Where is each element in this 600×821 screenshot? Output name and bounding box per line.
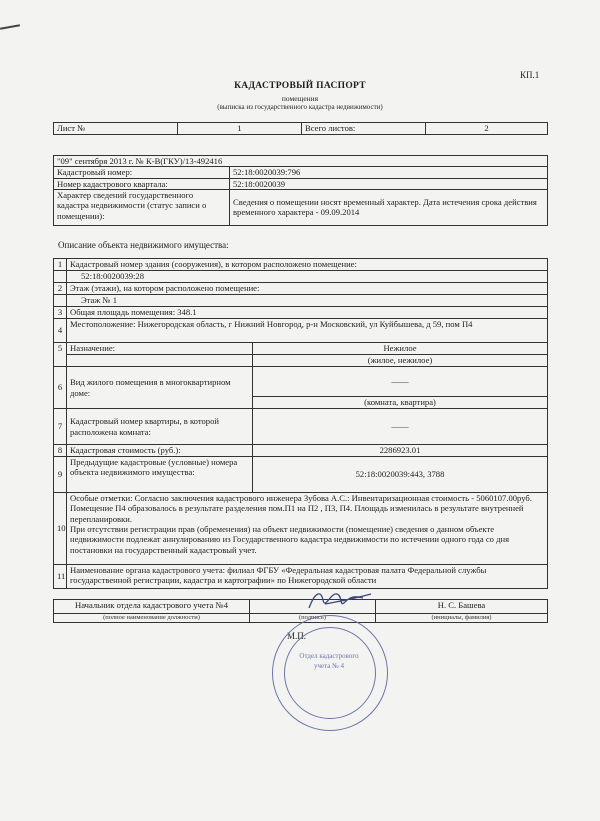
previous-numbers-value: 52:18:0020039:443, 3788 [253,457,548,493]
position-caption: (полное наименование должности) [54,614,250,623]
record-status: Сведения о помещении носят временный характер. Дата истечения срока действия временного характера - 09.09.2014 [230,189,548,225]
row-number: 10 [54,493,67,565]
special-notes [67,493,548,565]
purpose-label: Назначение: [67,343,253,355]
signature-caption: (подпись) [250,614,376,623]
mp-label: М.П. [287,631,307,641]
cadastral-number: 52:18:0020039:796 [230,167,548,178]
info-label: Кадастровый номер: [54,167,230,178]
row-number: 2 [54,283,67,295]
description-title: Описание объекта недвижимого имущества: [58,240,229,250]
handwritten-signature [305,586,375,616]
special-notes-p2: При отсутствии регистрации прав (обременения) на объект недвижимости (помещение) сведения о данном объекте недвижимости подлежат аннулированию из Государственного кадастра недвижимости по истечении одного года со дня постановки на государственный кадастровый учет. [70,523,510,555]
corner-mark: КП.1 [520,70,540,80]
row-number: 9 [54,457,67,493]
row-number: 11 [54,565,67,589]
sheet-total: 2 [426,123,548,135]
row-number: 1 [54,259,67,271]
quarter-number: 52:18:0020039 [230,178,548,189]
apartment-number-value: —— [253,409,548,445]
apartment-number-label: Кадастровый номер квартиры, в которой расположена комната: [67,409,253,445]
info-label: Номер кадастрового квартала: [54,178,230,189]
info-label: Характер сведений государственного кадастра недвижимости (статус записи о помещении): [54,189,230,225]
purpose-value: Нежилое [253,343,548,355]
registry-authority: Наименование органа кадастрового учета: филиал ФГБУ «Федеральная кадастровая палата Федеральной службы государственной регистрации, кадастра и картографии» по Нижегородской области [67,565,548,589]
date-reference: "09" сентября 2013 г. № К-В(ГКУ)/13-492416 [54,156,548,167]
residential-type-value: —— [253,367,548,397]
row-number: 7 [54,409,67,445]
location: Местоположение: Нижегородская область, г Нижний Новгород, р-н Московский, ул Куйбышева, д 59, пом П4 [67,319,548,343]
cadastral-value: 2286923.01 [253,445,548,457]
stamp-text: Отдел кадастрового учета № 4 [299,652,359,670]
document-title: КАДАСТРОВЫЙ ПАСПОРТ [234,81,366,91]
document-note: (выписка из государственного кадастра недвижимости) [217,103,383,111]
previous-numbers-label: Предыдущие кадастровые (условные) номера объекта недвижимого имущества: [67,457,253,493]
sheet-label: Лист № [54,123,178,135]
signer-name: Н. С. Башева [376,600,548,614]
row-number: 6 [54,367,67,409]
cadastral-value-label: Кадастровая стоимость (руб.): [67,445,253,457]
building-number: 52:18:0020039:28 [67,271,548,283]
name-caption: (инициалы, фамилия) [376,614,548,623]
official-stamp-inner-ring [284,627,376,719]
row-number: 5 [54,343,67,367]
total-area: Общая площадь помещения: 348.1 [67,307,548,319]
row-number: 3 [54,307,67,319]
building-number-label: Кадастровый номер здания (сооружения), в котором расположено помещение: [67,259,548,271]
residential-type-label: Вид жилого помещения в многоквартирном доме: [67,367,253,409]
object-table [53,258,548,589]
row-number: 8 [54,445,67,457]
info-table [53,155,548,226]
document-subtitle: помещения [281,94,319,103]
sheet-table [53,122,548,135]
signature-table [53,599,548,623]
signer-position: Начальник отдела кадастрового учета №4 [54,600,250,614]
purpose-note: (жилое, нежилое) [253,355,548,367]
sheet-number: 1 [178,123,302,135]
scan-mark [0,24,20,29]
floor-label: Этаж (этажи), на котором расположено помещение: [67,283,548,295]
special-notes-p1: Особые отметки: Согласно заключения кадастрового инженера Зубова А.С.: Инвентаризационная стоимость - 5060107.00руб. Помещение П4 образовалось в результате разделения пом.П1 на П2 , П3, П4. Площадь изменилась в результате внутренней перепланировки. [70,493,532,524]
residential-type-note: (комната, квартира) [253,397,548,409]
row-number: 4 [54,319,67,343]
sheet-total-label: Всего листов: [302,123,426,135]
floor-value: Этаж № 1 [67,295,548,307]
